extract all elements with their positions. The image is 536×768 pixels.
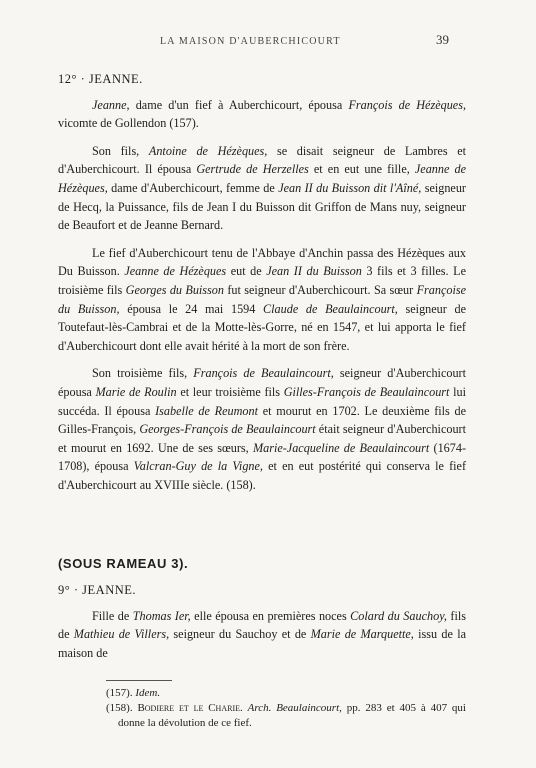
paragraph (58, 364, 466, 494)
text-run: (157). (106, 687, 136, 699)
section-9-body (58, 607, 466, 663)
running-title: LA MAISON D'AUBERCHICOURT (160, 36, 341, 47)
italic-name: Marie-Jacqueline de Beaulaincourt (252, 440, 430, 455)
text-run: Son troisième fils, (92, 366, 194, 381)
footnotes (106, 680, 466, 731)
italic-name: Jean II du Buisson dit l'Aîné, (278, 180, 422, 195)
section-heading: 12° · JEANNE. (58, 72, 143, 86)
subsection-heading: (SOUS RAMEAU 3). (58, 556, 189, 571)
text-run: elle épousa en premières noces (190, 608, 351, 623)
footnote (106, 701, 466, 731)
italic-name: Jeanne, (92, 97, 130, 112)
text-run: seigneur du Sauchoy et de (169, 627, 311, 642)
italic-name: Valcran-Guy de la Vigne, (133, 459, 263, 474)
italic-name: François de Beaulaincourt, (193, 366, 334, 381)
italic-name: Jeanne de Hézèques, (58, 162, 467, 195)
text-run: lui succéda. Il épousa (58, 384, 466, 418)
italic-name: Georges du Buisson (125, 282, 224, 297)
italic-name: Françoise du Buisson, (58, 282, 466, 316)
footnote (106, 686, 466, 701)
text-run: se disait seigneur de Lambres et d'Auberchicourt. Il épousa (58, 143, 466, 177)
page-number: 39 (436, 32, 449, 47)
italic-name: Jeanne de Hézèques (124, 264, 227, 279)
italic-name: Colard du Sauchoy, (350, 608, 447, 623)
text-run: et leur troisième fils (176, 384, 284, 399)
text-run: issu de la maison de (58, 627, 466, 660)
italic-name: Marie de Roulin (95, 384, 177, 399)
italic-name: Gilles-François de Beaulaincourt (283, 384, 450, 399)
text-run: et en eut postérité qui conserva le fief d'Auberchicourt au XVIIIe siècle. (158). (58, 459, 467, 492)
text-run: dame d'un fief à Auberchicourt, épousa (129, 97, 349, 112)
italic-name: Georges-François de Beaulaincourt (139, 422, 316, 437)
text-run: (158). (106, 702, 138, 714)
text-run: eut de (226, 264, 267, 279)
text-run: Le fief d'Auberchicourt tenu de l'Abbaye d'Anchin passa des Hézèques aux Du Buisson. (58, 245, 466, 279)
italic-name: Jean II du Buisson (266, 264, 362, 279)
text-run: seigneur de Toutefaut-lès-Cambrai et de la Motte-lès-Gorre, né en 1547, et lui apporta le fief d'Auberchicourt dont elle avait hérité à la mort de son frère. (58, 301, 466, 353)
paragraph (58, 607, 466, 663)
section-12-body (58, 96, 466, 495)
text-run: pp. 283 et 405 à 407 qui donne la dévolution de ce fief. (118, 702, 466, 729)
italic-name: Marie de Marquette, (310, 627, 414, 642)
footnote-rule (106, 680, 172, 681)
text-run: Son fils, (92, 143, 149, 158)
text-run: 3 fils et 3 filles. Le troisième fils (58, 264, 466, 297)
text-run: fut seigneur d'Auberchicourt. Sa sœur (223, 282, 417, 297)
italic-name: Idem. (135, 687, 161, 699)
text-run: vicomte de Gollendon (157). (58, 116, 199, 131)
italic-name: Gertrude de Herzelles (196, 162, 309, 177)
text-run: seigneur d'Auberchicourt épousa (58, 366, 466, 399)
paragraph (58, 96, 466, 133)
italic-name: Antoine de Hézèques, (148, 143, 268, 158)
section-12-jeanne (58, 70, 466, 503)
italic-name: Mathieu de Villers, (73, 627, 170, 642)
paragraph (58, 142, 466, 235)
text-run: Fille de (92, 608, 133, 623)
section-9-jeanne (58, 581, 466, 671)
italic-name: Arch. Beaulaincourt, (247, 702, 342, 714)
text-run: fils de (58, 608, 467, 642)
text-run: seigneur de Hecq, la Puissance, fils de Jean I du Buisson dit Griffon de Mans nuy, seigneur de Beaufort et de Jeanne Bernard. (58, 180, 466, 233)
footnote-list (106, 686, 466, 731)
text-run: épousa le 24 mai 1594 (119, 301, 264, 316)
text-run: et en eut une fille, (308, 162, 415, 177)
text-run: dame d'Auberchicourt, femme de (107, 180, 279, 195)
text-run: était seigneur d'Auberchicourt et mourut en 1692. Une de ses sœurs, (58, 422, 466, 455)
italic-name: Isabelle de Reumont (155, 403, 258, 418)
italic-name: Claude de Beaulaincourt, (263, 301, 398, 316)
italic-name: François de Hézèques, (348, 97, 467, 112)
section-heading: 9° · JEANNE. (58, 583, 137, 597)
text-run: Bodiere et le Charie. (137, 702, 243, 714)
italic-name: Thomas Ier, (132, 608, 191, 623)
text-run: (1674-1708), épousa (58, 440, 467, 474)
paragraph (58, 244, 466, 356)
text-run: et mourut en 1702. Le deuxième fils de Gilles-François, (58, 403, 467, 437)
